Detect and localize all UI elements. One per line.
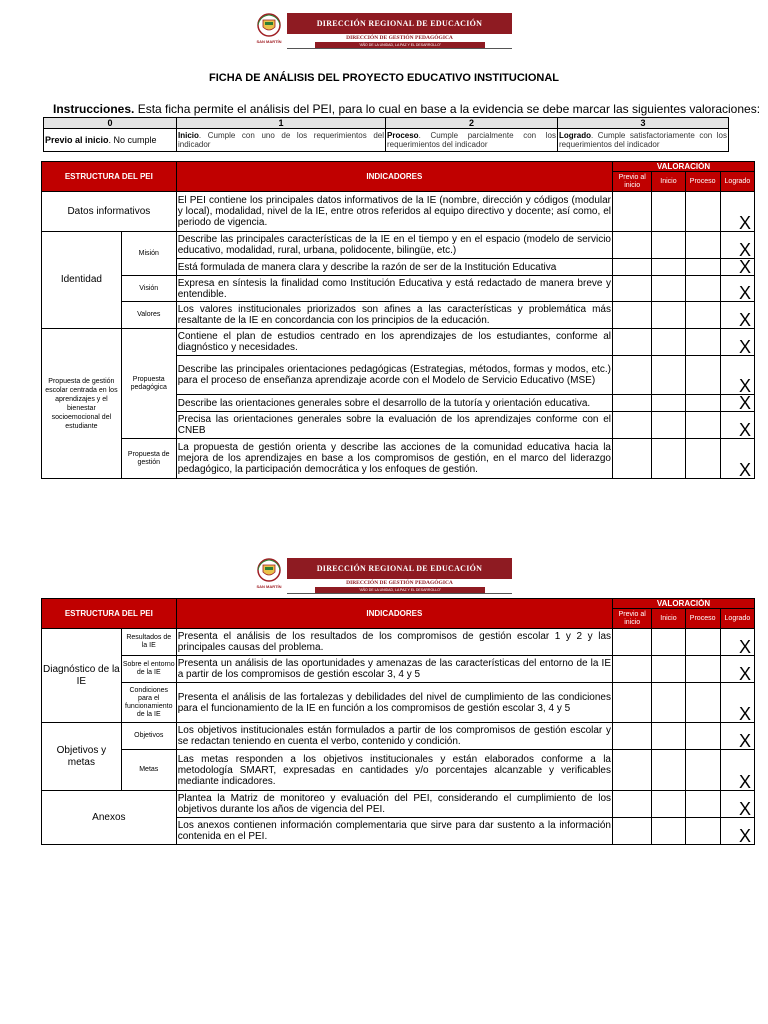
- rating-cell[interactable]: [613, 791, 652, 818]
- header-valoracion: VALORACIÓN: [613, 162, 755, 172]
- indicator-text: El PEI contiene los principales datos informativos de la IE (nombre, dirección y códigos (modular y local), modalidad, nivel de la IE, entre otros referidos al equipo directivo y docente; así como, el periodo de vigencia.: [176, 192, 612, 232]
- instructions: [53, 102, 760, 116]
- scale-number: 1: [177, 118, 386, 129]
- seal-label: SAN MARTÍN: [256, 39, 282, 44]
- category-objetivos-metas: Objetivos y metas: [42, 723, 122, 791]
- rating-cell[interactable]: [685, 276, 720, 302]
- pei-analysis-table-2: [41, 598, 755, 845]
- rating-cell[interactable]: [685, 356, 720, 395]
- banner-divider: [287, 593, 512, 594]
- banner-subtitle: DIRECCIÓN DE GESTIÓN PEDAGÓGICA: [287, 34, 512, 42]
- rating-mark[interactable]: X: [720, 395, 754, 412]
- rating-cell[interactable]: [613, 259, 652, 276]
- header-logrado: Logrado: [720, 609, 754, 629]
- header-previo: Previo al inicio: [613, 609, 652, 629]
- scale-desc: . Cumple con uno de los requerimientos del indicador: [178, 131, 384, 149]
- pei-analysis-table-1: [41, 161, 755, 479]
- table-row: [42, 656, 755, 683]
- indicator-text: Presenta el análisis de los resultados de los compromisos de gestión escolar 1 y 2 y las principales causas del problema.: [176, 629, 612, 656]
- rating-cell[interactable]: [613, 192, 652, 232]
- rating-mark[interactable]: X: [720, 302, 754, 329]
- rating-cell[interactable]: [652, 791, 685, 818]
- rating-mark[interactable]: X: [720, 192, 754, 232]
- category-datos: Datos informativos: [42, 192, 177, 232]
- indicator-text: Los objetivos institucionales están formulados a partir de los compromisos de gestión escolar y se redactan teniendo en cuenta el verbo, contenido y condición.: [176, 723, 612, 750]
- rating-cell[interactable]: [652, 276, 685, 302]
- scale-term: Inicio: [178, 131, 199, 140]
- rating-cell[interactable]: [652, 192, 685, 232]
- rating-cell[interactable]: [685, 439, 720, 479]
- scale-desc: . Cumple satisfactoriamente con los requerimientos del indicador: [559, 131, 727, 149]
- scale-number: 2: [386, 118, 558, 129]
- scale-description: [558, 129, 729, 152]
- rating-mark[interactable]: X: [720, 750, 754, 791]
- rating-mark[interactable]: X: [720, 683, 754, 723]
- rating-mark[interactable]: X: [720, 723, 754, 750]
- rating-cell[interactable]: [652, 412, 685, 439]
- header-indicadores: INDICADORES: [176, 599, 612, 629]
- rating-cell[interactable]: [652, 750, 685, 791]
- header-valoracion: VALORACIÓN: [613, 599, 755, 609]
- institution-banner: [287, 558, 512, 594]
- rating-cell[interactable]: [613, 302, 652, 329]
- indicator-text: Describe las principales características de la IE en el tiempo y en el espacio (modelo de servicio educativo, modalidad, rural, urbana, polidocente, bilingüe, etc.): [176, 232, 612, 259]
- rating-cell[interactable]: [685, 629, 720, 656]
- category-propuesta: Propuesta de gestión escolar centrada en los aprendizajes y el bienestar socioemocional del estudiante: [42, 329, 122, 479]
- rating-cell[interactable]: [685, 656, 720, 683]
- category-identidad: Identidad: [42, 232, 122, 329]
- banner-motto: "AÑO DE LA UNIDAD, LA PAZ Y EL DESARROLLO": [315, 42, 485, 48]
- header-logrado: Logrado: [720, 172, 754, 192]
- rating-cell[interactable]: [652, 302, 685, 329]
- rating-cell[interactable]: [652, 818, 685, 845]
- header-inicio: Inicio: [652, 609, 685, 629]
- rating-mark[interactable]: X: [720, 791, 754, 818]
- rating-cell[interactable]: [613, 750, 652, 791]
- page1-header: [254, 13, 512, 51]
- indicator-text: Contiene el plan de estudios centrado en los aprendizajes de los estudiantes, conforme al diagnóstico y necesidades.: [176, 329, 612, 356]
- table-row: [42, 276, 755, 302]
- rating-cell[interactable]: [685, 302, 720, 329]
- indicator-text: Los anexos contienen información complementaria que sirve para dar sustento a la información contenida en el PEI.: [176, 818, 612, 845]
- scale-term: Logrado: [559, 131, 591, 140]
- indicator-text: Presenta el análisis de las fortalezas y debilidades del nivel de cumplimiento de las condiciones para el funcionamiento de la IE en función a los compromisos de gestión escolar 3, 4 y 5: [176, 683, 612, 723]
- indicator-text: Presenta un análisis de las oportunidades y amenazas de las características del entorno de la IE a partir de los compromisos de gestión escolar 3, 4 y 5: [176, 656, 612, 683]
- rating-mark[interactable]: X: [720, 329, 754, 356]
- rating-cell[interactable]: [613, 683, 652, 723]
- subcategory-mision: Misión: [121, 232, 176, 276]
- rating-cell[interactable]: [652, 629, 685, 656]
- subcategory-gestion: Propuesta de gestión: [121, 439, 176, 479]
- table-row: [42, 723, 755, 750]
- banner-divider: [287, 48, 512, 49]
- table-row: [42, 329, 755, 356]
- rating-cell[interactable]: [652, 329, 685, 356]
- indicator-text: Expresa en síntesis la finalidad como Institución Educativa y está redactado de manera breve y entendible.: [177, 277, 611, 300]
- rating-mark[interactable]: X: [720, 356, 754, 395]
- indicator-text: La propuesta de gestión orienta y describe las acciones de la comunidad educativa hacia la mejora de los aprendizajes en base a los compromisos de gestión, en el marco del liderazgo pedagógico, la participación democrática y los enfoques de gestión.: [176, 439, 612, 479]
- rating-cell[interactable]: [685, 683, 720, 723]
- rating-cell[interactable]: [652, 723, 685, 750]
- banner-title: DIRECCIÓN REGIONAL DE EDUCACIÓN: [287, 558, 512, 579]
- rating-cell[interactable]: [685, 750, 720, 791]
- rating-cell[interactable]: [652, 259, 685, 276]
- subcategory-objetivos: Objetivos: [121, 723, 176, 750]
- rating-mark[interactable]: X: [720, 259, 754, 276]
- rating-cell[interactable]: [613, 723, 652, 750]
- rating-mark[interactable]: X: [720, 656, 754, 683]
- rating-cell[interactable]: [685, 412, 720, 439]
- rating-mark[interactable]: X: [720, 276, 754, 302]
- scale-term: Previo al inicio: [45, 134, 109, 145]
- rating-cell[interactable]: [613, 818, 652, 845]
- rating-cell[interactable]: [685, 723, 720, 750]
- header-proceso: Proceso: [685, 609, 720, 629]
- indicator-text: Describe las orientaciones generales sobre el desarrollo de la tutoría y orientación educativa.: [176, 395, 612, 412]
- page2-header: [254, 558, 512, 596]
- header-indicadores: INDICADORES: [176, 162, 612, 192]
- banner-motto: "AÑO DE LA UNIDAD, LA PAZ Y EL DESARROLLO": [315, 587, 485, 593]
- category-diagnostico: Diagnóstico de la IE: [42, 629, 122, 723]
- rating-cell[interactable]: [652, 356, 685, 395]
- scale-description: [44, 129, 177, 152]
- regional-seal-logo: [254, 558, 284, 592]
- indicator-text: Las metas responden a los objetivos institucionales y están elaborados conforme a la metodología SMART, expresadas en cantidades y/o porcentajes alcanzable y verificables mediante indicadores.: [176, 750, 612, 791]
- table-row: [42, 683, 755, 723]
- rating-cell[interactable]: [613, 395, 652, 412]
- table-row: [42, 192, 755, 232]
- rating-cell[interactable]: [652, 232, 685, 259]
- rating-cell[interactable]: [613, 356, 652, 395]
- subcategory-metas: Metas: [121, 750, 176, 791]
- rating-cell[interactable]: [685, 329, 720, 356]
- table-row: [42, 232, 755, 259]
- subcategory-resultados: Resultados de la IE: [121, 629, 176, 656]
- subcategory-entorno: Sobre el entorno de la IE: [121, 656, 176, 683]
- rating-cell[interactable]: [613, 629, 652, 656]
- banner-subtitle: DIRECCIÓN DE GESTIÓN PEDAGÓGICA: [287, 579, 512, 587]
- table-row: [42, 439, 755, 479]
- category-anexos: Anexos: [42, 791, 177, 845]
- rating-cell[interactable]: [613, 329, 652, 356]
- seal-label: SAN MARTÍN: [256, 584, 282, 589]
- rating-cell[interactable]: [685, 192, 720, 232]
- rating-cell[interactable]: [685, 395, 720, 412]
- rating-cell[interactable]: [652, 439, 685, 479]
- rating-cell[interactable]: [613, 276, 652, 302]
- rating-cell[interactable]: [652, 656, 685, 683]
- regional-seal-logo: [254, 13, 284, 47]
- scale-number: 3: [558, 118, 729, 129]
- indicator-text: Está formulada de manera clara y describe la razón de ser de la Institución Educativa: [176, 259, 612, 276]
- table-row: [42, 791, 755, 818]
- rating-cell[interactable]: [685, 259, 720, 276]
- header-estructura: ESTRUCTURA DEL PEI: [42, 599, 177, 629]
- indicator-text: Precisa las orientaciones generales sobre la evaluación de los aprendizajes conforme con el CNEB: [176, 412, 612, 439]
- rating-mark[interactable]: X: [720, 439, 754, 479]
- scale-desc: . Cumple parcialmente con los requerimientos del indicador: [387, 131, 556, 149]
- scale-term: Proceso: [387, 131, 419, 140]
- header-previo: Previo al inicio: [613, 172, 652, 192]
- rating-cell[interactable]: [652, 683, 685, 723]
- header-estructura: ESTRUCTURA DEL PEI: [42, 162, 177, 192]
- indicator-text: Plantea la Matriz de monitoreo y evaluación del PEI, considerando el cumplimiento de los objetivos durante los años de vigencia del PEI.: [176, 791, 612, 818]
- subcategory-pedagogica: Propuesta pedagógica: [121, 329, 176, 439]
- instructions-text: Esta ficha permite el análisis del PEI, para lo cual en base a la evidencia se debe marcar las siguientes valoraciones:: [134, 102, 761, 116]
- header-inicio: Inicio: [652, 172, 685, 192]
- rating-cell[interactable]: [613, 232, 652, 259]
- subcategory-valores: Valores: [121, 302, 176, 329]
- rating-cell[interactable]: [685, 232, 720, 259]
- scale-desc: . No cumple: [108, 134, 157, 145]
- table-row: [42, 750, 755, 791]
- rating-cell[interactable]: [685, 791, 720, 818]
- rating-cell[interactable]: [685, 818, 720, 845]
- rating-cell[interactable]: [613, 439, 652, 479]
- rating-cell[interactable]: [613, 656, 652, 683]
- scale-description: [386, 129, 558, 152]
- rating-mark[interactable]: X: [720, 232, 754, 259]
- instructions-label: Instrucciones.: [53, 102, 135, 116]
- rating-cell[interactable]: [652, 395, 685, 412]
- indicator-text: Los valores institucionales priorizados son afines a las características y problemática más resaltante de la IE en concordancia con los principios de la educación.: [176, 302, 612, 329]
- institution-banner: [287, 13, 512, 49]
- rating-cell[interactable]: [613, 412, 652, 439]
- scale-number: 0: [44, 118, 177, 129]
- indicator-text: Describe las principales orientaciones pedagógicas (Estrategias, métodos, formas y modos, etc.) para el proceso de enseñanza aprendizaje acorde con el Modelo de Servicio Educativo (MSE): [176, 356, 612, 395]
- rating-mark[interactable]: X: [720, 818, 754, 845]
- scale-description: [177, 129, 386, 152]
- table-row: [42, 629, 755, 656]
- subcategory-vision: Visión: [121, 276, 176, 302]
- subcategory-condiciones: Condiciones para el funcionamiento de la IE: [121, 683, 176, 723]
- rating-mark[interactable]: X: [720, 629, 754, 656]
- rating-mark[interactable]: X: [720, 412, 754, 439]
- banner-title: DIRECCIÓN REGIONAL DE EDUCACIÓN: [287, 13, 512, 34]
- document-title: FICHA DE ANÁLISIS DEL PROYECTO EDUCATIVO INSTITUCIONAL: [209, 72, 559, 84]
- table-row: [42, 302, 755, 329]
- rating-scale-table: [43, 117, 729, 152]
- header-proceso: Proceso: [685, 172, 720, 192]
